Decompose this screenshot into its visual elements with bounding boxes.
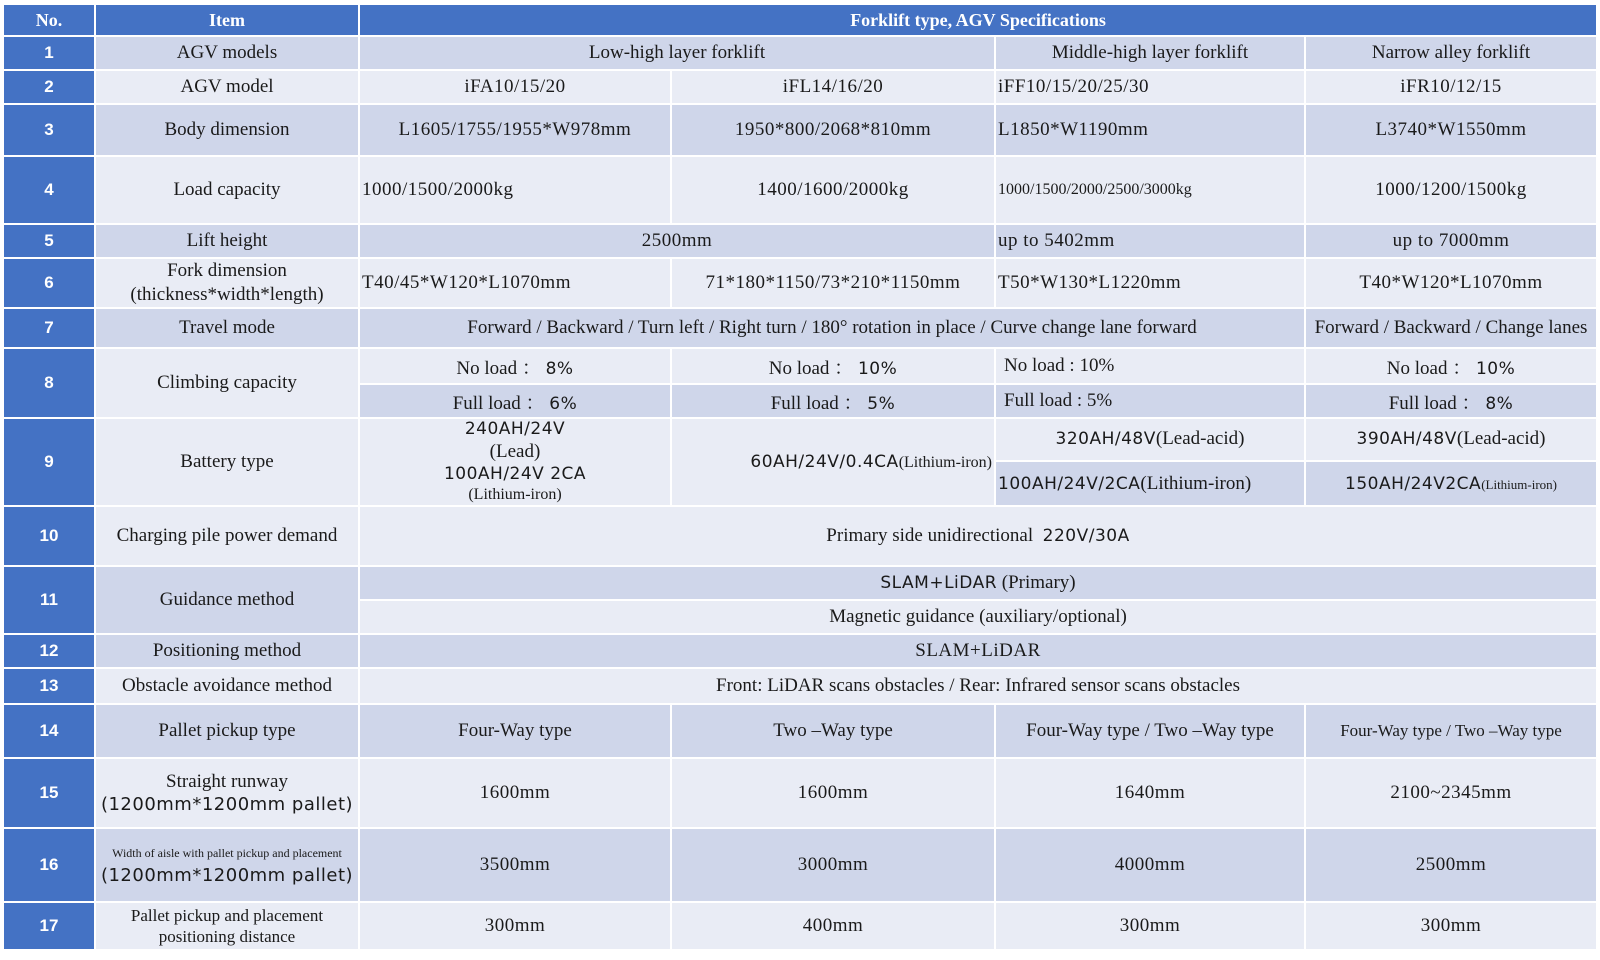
row-label: Battery type (95, 418, 359, 506)
row-label: Body dimension (95, 104, 359, 156)
cell-a-full (359, 384, 671, 418)
cell-a: iFA10/15/20 (359, 70, 671, 104)
cell-a: 1600mm (359, 758, 671, 828)
battery-kind: (Lithium-iron) (1481, 476, 1558, 492)
full-label: Full load ： (1388, 392, 1481, 414)
table-row (3, 902, 1597, 950)
row-label: AGV model (95, 70, 359, 104)
row-label: Climbing capacity (95, 348, 359, 418)
row-label-line2: (thickness*width*length) (130, 284, 324, 305)
cell-narrow-alley: Narrow alley forklift (1305, 36, 1597, 70)
cell-all: Front: LiDAR scans obstacles / Rear: Infrared sensor scans obstacles (359, 668, 1597, 704)
row-number: 16 (3, 828, 95, 902)
row-label-line2: positioning distance (158, 927, 296, 947)
row-label: Load capacity (95, 156, 359, 224)
full-label: Full load ： (452, 392, 545, 414)
cell-d-line2 (1305, 461, 1597, 506)
row-number: 5 (3, 224, 95, 258)
row-number: 13 (3, 668, 95, 704)
power-text: Primary side unidirectional (826, 525, 1034, 547)
battery-line (362, 419, 668, 464)
cell-a (359, 418, 671, 506)
cell-c: Four-Way type / Two –Way type (995, 704, 1305, 758)
cell-a: L1605/1755/1955*W978mm (359, 104, 671, 156)
cell-ab: 2500mm (359, 224, 995, 258)
table-row (3, 566, 1597, 600)
table-row (3, 156, 1597, 224)
cell-d: 2500mm (1305, 828, 1597, 902)
cell-d: Four-Way type / Two –Way type (1305, 704, 1597, 758)
cell-d: T40*W120*L1070mm (1305, 258, 1597, 308)
table-row (3, 828, 1597, 902)
row-number: 6 (3, 258, 95, 308)
table-row (3, 506, 1597, 566)
cell-guidance-primary (359, 566, 1597, 600)
row-number: 15 (3, 758, 95, 828)
cell-a: 3500mm (359, 828, 671, 902)
row-label (95, 758, 359, 828)
cell-c-full: Full load : 5% (995, 384, 1305, 418)
cell-d-full (1305, 384, 1597, 418)
guidance-kind: (Primary) (1001, 572, 1076, 594)
row-label-line1: Fork dimension (167, 260, 287, 282)
cell-b: iFL14/16/20 (671, 70, 995, 104)
row-number: 4 (3, 156, 95, 224)
cell-c: 300mm (995, 902, 1305, 950)
power-value: 220V/30A (1042, 526, 1130, 547)
row-number: 1 (3, 36, 95, 70)
cell-a: Four-Way type (359, 704, 671, 758)
row-label: Positioning method (95, 634, 359, 668)
row-number: 7 (3, 308, 95, 348)
cell-c-noload: No load : 10% (995, 348, 1305, 384)
table-row (3, 224, 1597, 258)
row-label: Lift height (95, 224, 359, 258)
row-label-line1: Straight runway (166, 771, 288, 793)
row-number: 3 (3, 104, 95, 156)
cell-b: 1950*800/2068*810mm (671, 104, 995, 156)
cell-b: 1600mm (671, 758, 995, 828)
row-label-line1: Pallet pickup and placement (130, 906, 324, 925)
table-row (3, 70, 1597, 104)
cell-c: 4000mm (995, 828, 1305, 902)
battery-value: 100AH/24V 2CA (443, 464, 587, 484)
full-value: 8% (1485, 393, 1514, 414)
row-label: Charging pile power demand (95, 506, 359, 566)
cell-c-line1 (995, 418, 1305, 461)
battery-value: 100AH/24V/2CA (998, 473, 1141, 494)
cell-d-noload (1305, 348, 1597, 384)
cell-c: 1000/1500/2000/2500/3000kg (995, 156, 1305, 224)
cell-abc: Forward / Backward / Turn left / Right turn / 180° rotation in place / Curve change lane forward (359, 308, 1305, 348)
row-label (95, 258, 359, 308)
noload-value: 10% (1475, 358, 1516, 379)
row-number: 2 (3, 70, 95, 104)
table-row (3, 668, 1597, 704)
battery-value: 150AH/24V2CA (1345, 473, 1482, 494)
cell-d: 2100~2345mm (1305, 758, 1597, 828)
noload-label: No load ： (456, 357, 541, 379)
table-row (3, 704, 1597, 758)
battery-value: 390AH/48V (1356, 429, 1457, 450)
table-row (3, 258, 1597, 308)
row-number: 9 (3, 418, 95, 506)
cell-all (359, 506, 1597, 566)
cell-d: iFR10/12/15 (1305, 70, 1597, 104)
row-label: Guidance method (95, 566, 359, 634)
cell-a: 1000/1500/2000kg (359, 156, 671, 224)
cell-a: 300mm (359, 902, 671, 950)
battery-kind: (Lead-acid) (1456, 428, 1546, 450)
battery-kind: (Lead-acid) (1155, 428, 1245, 450)
full-value: 5% (867, 393, 896, 414)
cell-c: T50*W130*L1220mm (995, 258, 1305, 308)
cell-d: L3740*W1550mm (1305, 104, 1597, 156)
battery-value: 240AH/24V (464, 419, 566, 439)
cell-b-full (671, 384, 995, 418)
cell-c-line2 (995, 461, 1305, 506)
table-row (3, 36, 1597, 70)
row-number: 10 (3, 506, 95, 566)
row-number: 8 (3, 348, 95, 418)
row-label (95, 828, 359, 902)
table-row (3, 758, 1597, 828)
noload-label: No load ： (1386, 357, 1472, 379)
table-row (3, 104, 1597, 156)
cell-guidance-aux: Magnetic guidance (auxiliary/optional) (359, 600, 1597, 634)
cell-d: up to 7000mm (1305, 224, 1597, 258)
cell-c: L1850*W1190mm (995, 104, 1305, 156)
noload-label: No load ： (768, 357, 854, 379)
battery-kind: (Lithium-iron) (898, 454, 992, 472)
battery-kind: (Lead) (489, 441, 541, 463)
spec-table (2, 3, 1598, 951)
cell-b: 71*180*1150/73*210*1150mm (671, 258, 995, 308)
header-row (3, 4, 1597, 36)
row-number: 14 (3, 704, 95, 758)
full-label: Full load ： (770, 392, 863, 414)
cell-b: 3000mm (671, 828, 995, 902)
cell-low-high: Low-high layer forklift (359, 36, 995, 70)
cell-b: Two –Way type (671, 704, 995, 758)
full-value: 6% (549, 393, 578, 414)
cell-b: 1400/1600/2000kg (671, 156, 995, 224)
row-label: Obstacle avoidance method (95, 668, 359, 704)
cell-d: Forward / Backward / Change lanes (1305, 308, 1597, 348)
table-row (3, 418, 1597, 461)
row-label-line2: (1200mm*1200mm pallet) (100, 864, 354, 886)
table-row (3, 634, 1597, 668)
cell-d: 1000/1200/1500kg (1305, 156, 1597, 224)
cell-d-line1 (1305, 418, 1597, 461)
battery-kind: (Lithium-iron) (468, 486, 562, 504)
cell-middle-high: Middle-high layer forklift (995, 36, 1305, 70)
header-spec: Forklift type, AGV Specifications (359, 4, 1597, 36)
cell-c: 1640mm (995, 758, 1305, 828)
row-label: Travel mode (95, 308, 359, 348)
row-label: Pallet pickup type (95, 704, 359, 758)
header-item: Item (95, 4, 359, 36)
row-number: 17 (3, 902, 95, 950)
row-label (95, 902, 359, 950)
cell-a-noload (359, 348, 671, 384)
cell-b: 400mm (671, 902, 995, 950)
row-label-line2: (1200mm*1200mm pallet) (100, 793, 354, 815)
cell-b-noload (671, 348, 995, 384)
cell-c: up to 5402mm (995, 224, 1305, 258)
table-row (3, 308, 1597, 348)
noload-value: 8% (545, 358, 574, 379)
cell-all: SLAM+LiDAR (359, 634, 1597, 668)
row-label-line1: Width of aisle with pallet pickup and placement (112, 846, 342, 861)
row-number: 11 (3, 566, 95, 634)
noload-value: 10% (857, 358, 898, 379)
row-number: 12 (3, 634, 95, 668)
cell-c: iFF10/15/20/25/30 (995, 70, 1305, 104)
cell-b (671, 418, 995, 506)
battery-kind: (Lithium-iron) (1140, 472, 1252, 494)
row-label: AGV models (95, 36, 359, 70)
header-no: No. (3, 4, 95, 36)
cell-d: 300mm (1305, 902, 1597, 950)
cell-a: T40/45*W120*L1070mm (359, 258, 671, 308)
battery-value: 320AH/48V (1055, 429, 1156, 450)
battery-value: 60AH/24V/0.4CA (750, 452, 899, 473)
table-row (3, 348, 1597, 384)
battery-line (362, 464, 668, 505)
guidance-value: SLAM+LiDAR (880, 573, 998, 594)
